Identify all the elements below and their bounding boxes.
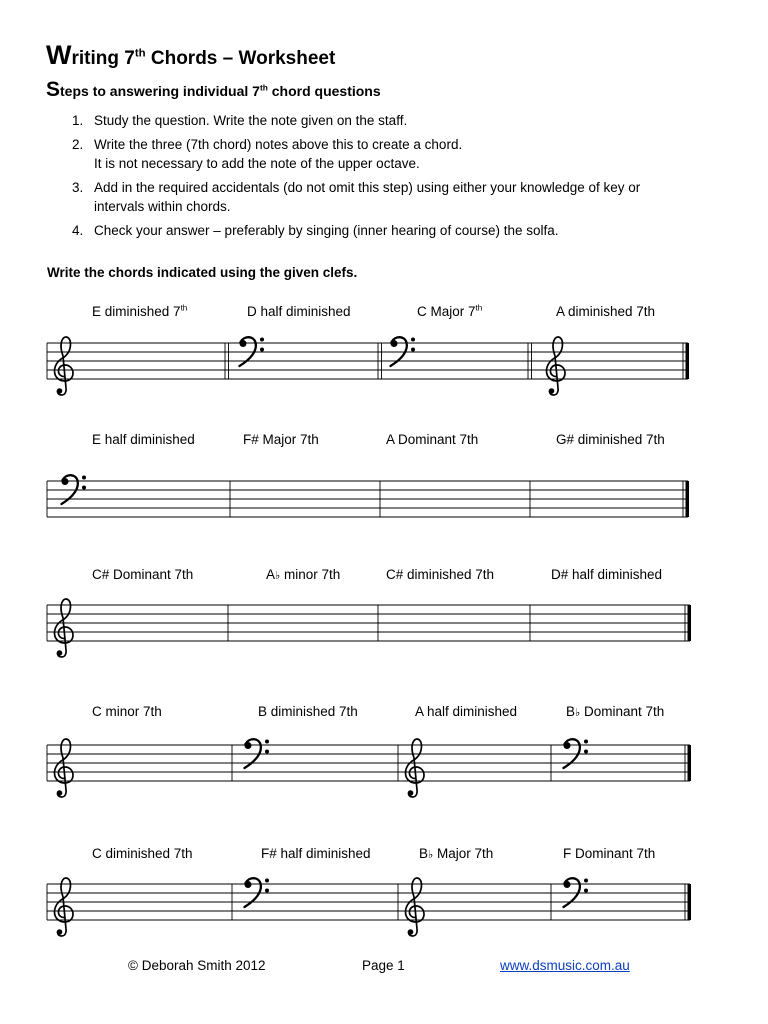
flat-sign: ♭ bbox=[275, 570, 281, 582]
chord-label bbox=[566, 704, 664, 719]
staff-system bbox=[47, 599, 691, 657]
treble-clef-icon bbox=[55, 599, 74, 657]
chord-name: A diminished 7th bbox=[556, 304, 656, 319]
step-number: 1. bbox=[72, 113, 84, 128]
chord-name: C minor 7th bbox=[92, 704, 162, 719]
chord-name: E half diminished bbox=[92, 432, 195, 447]
step-number: 4. bbox=[72, 223, 84, 238]
chord-label bbox=[563, 846, 655, 861]
final-barline-thick bbox=[688, 884, 692, 920]
step-text: Add in the required accidentals (do not omit this step) using either your knowledge of key or bbox=[94, 180, 641, 195]
step-number: 3. bbox=[72, 180, 84, 195]
chord-name: F# half diminished bbox=[261, 846, 371, 861]
chord-name: C# diminished 7th bbox=[386, 567, 495, 582]
title-superscript: th bbox=[134, 47, 146, 60]
page-number: Page 1 bbox=[362, 958, 405, 973]
subtitle-initial: S bbox=[46, 78, 61, 101]
chord-label bbox=[258, 704, 358, 719]
treble-clef-icon bbox=[55, 337, 74, 395]
subtitle-text-a: teps to answering individual 7 bbox=[60, 83, 260, 99]
chord-name: Major 7th bbox=[433, 846, 494, 861]
treble-clef-icon bbox=[406, 739, 425, 797]
website-link[interactable]: www.dsmusic.com.au bbox=[500, 958, 630, 973]
step-number: 2. bbox=[72, 137, 84, 152]
chord-label bbox=[92, 432, 195, 447]
chord-label bbox=[92, 704, 162, 719]
chord-name: B diminished 7th bbox=[258, 704, 358, 719]
title-initial: W bbox=[46, 40, 72, 70]
final-barline-thick bbox=[686, 343, 690, 379]
chord-name: C Major 7 bbox=[417, 304, 476, 319]
chord-label bbox=[243, 432, 319, 447]
final-barline-thick bbox=[688, 745, 692, 781]
flat-sign: ♭ bbox=[575, 707, 581, 719]
subtitle-text-b: chord questions bbox=[267, 83, 381, 99]
treble-clef-icon bbox=[406, 878, 425, 936]
chord-name: E diminished 7 bbox=[92, 304, 181, 319]
chord-label bbox=[556, 432, 665, 447]
staff-system bbox=[47, 475, 689, 517]
treble-clef-icon bbox=[55, 739, 74, 797]
chord-name: Dominant 7th bbox=[580, 704, 665, 719]
treble-clef-icon bbox=[547, 337, 566, 395]
step-text: Check your answer – preferably by singing (inner hearing of course) the solfa. bbox=[94, 223, 559, 238]
chord-label bbox=[92, 304, 187, 319]
chord-name: A Dominant 7th bbox=[386, 432, 479, 447]
chord-name: G# diminished 7th bbox=[556, 432, 665, 447]
chord-label bbox=[92, 846, 193, 861]
chord-name: C# Dominant 7th bbox=[92, 567, 194, 582]
step-text-continued: intervals within chords. bbox=[94, 199, 231, 214]
step-text: Write the three (7th chord) notes above this to create a chord. bbox=[94, 137, 463, 152]
chord-name: D half diminished bbox=[247, 304, 351, 319]
final-barline-thick bbox=[686, 481, 690, 517]
chord-label bbox=[386, 432, 478, 447]
chord-name: D# half diminished bbox=[551, 567, 663, 582]
chord-root: A bbox=[266, 567, 276, 582]
chord-name: F# Major 7th bbox=[243, 432, 319, 447]
staff-system bbox=[47, 739, 691, 797]
chord-name: minor 7th bbox=[280, 567, 341, 582]
exercise-instruction: Write the chords indicated using the given clefs. bbox=[47, 265, 358, 280]
chord-name: C diminished 7th bbox=[92, 846, 193, 861]
step-text-continued: It is not necessary to add the note of the upper octave. bbox=[94, 156, 420, 171]
chord-label bbox=[556, 304, 655, 319]
chord-label bbox=[386, 567, 494, 582]
chord-root: B bbox=[419, 846, 429, 861]
chord-label bbox=[417, 304, 482, 319]
staff-system bbox=[47, 878, 691, 936]
subtitle-superscript: th bbox=[259, 82, 268, 93]
final-barline-thick bbox=[688, 605, 692, 641]
chord-superscript: th bbox=[180, 303, 188, 313]
chord-label bbox=[415, 704, 517, 719]
step-text: Study the question. Write the note given on the staff. bbox=[94, 113, 408, 128]
chord-root: B bbox=[566, 704, 576, 719]
chord-superscript: th bbox=[475, 303, 483, 313]
copyright-text: © Deborah Smith 2012 bbox=[128, 958, 266, 973]
chord-label bbox=[247, 304, 351, 319]
staff-system bbox=[47, 337, 689, 395]
title-text-a: riting 7 bbox=[71, 48, 135, 69]
flat-sign: ♭ bbox=[428, 849, 434, 861]
chord-name: F Dominant 7th bbox=[563, 846, 656, 861]
chord-label bbox=[261, 846, 371, 861]
chord-label bbox=[92, 567, 193, 582]
title-text-b: Chords – Worksheet bbox=[145, 48, 336, 69]
chord-name: A half diminished bbox=[415, 704, 518, 719]
chord-label bbox=[419, 846, 493, 861]
chord-label bbox=[266, 567, 340, 582]
treble-clef-icon bbox=[55, 878, 74, 936]
chord-label bbox=[551, 567, 662, 582]
